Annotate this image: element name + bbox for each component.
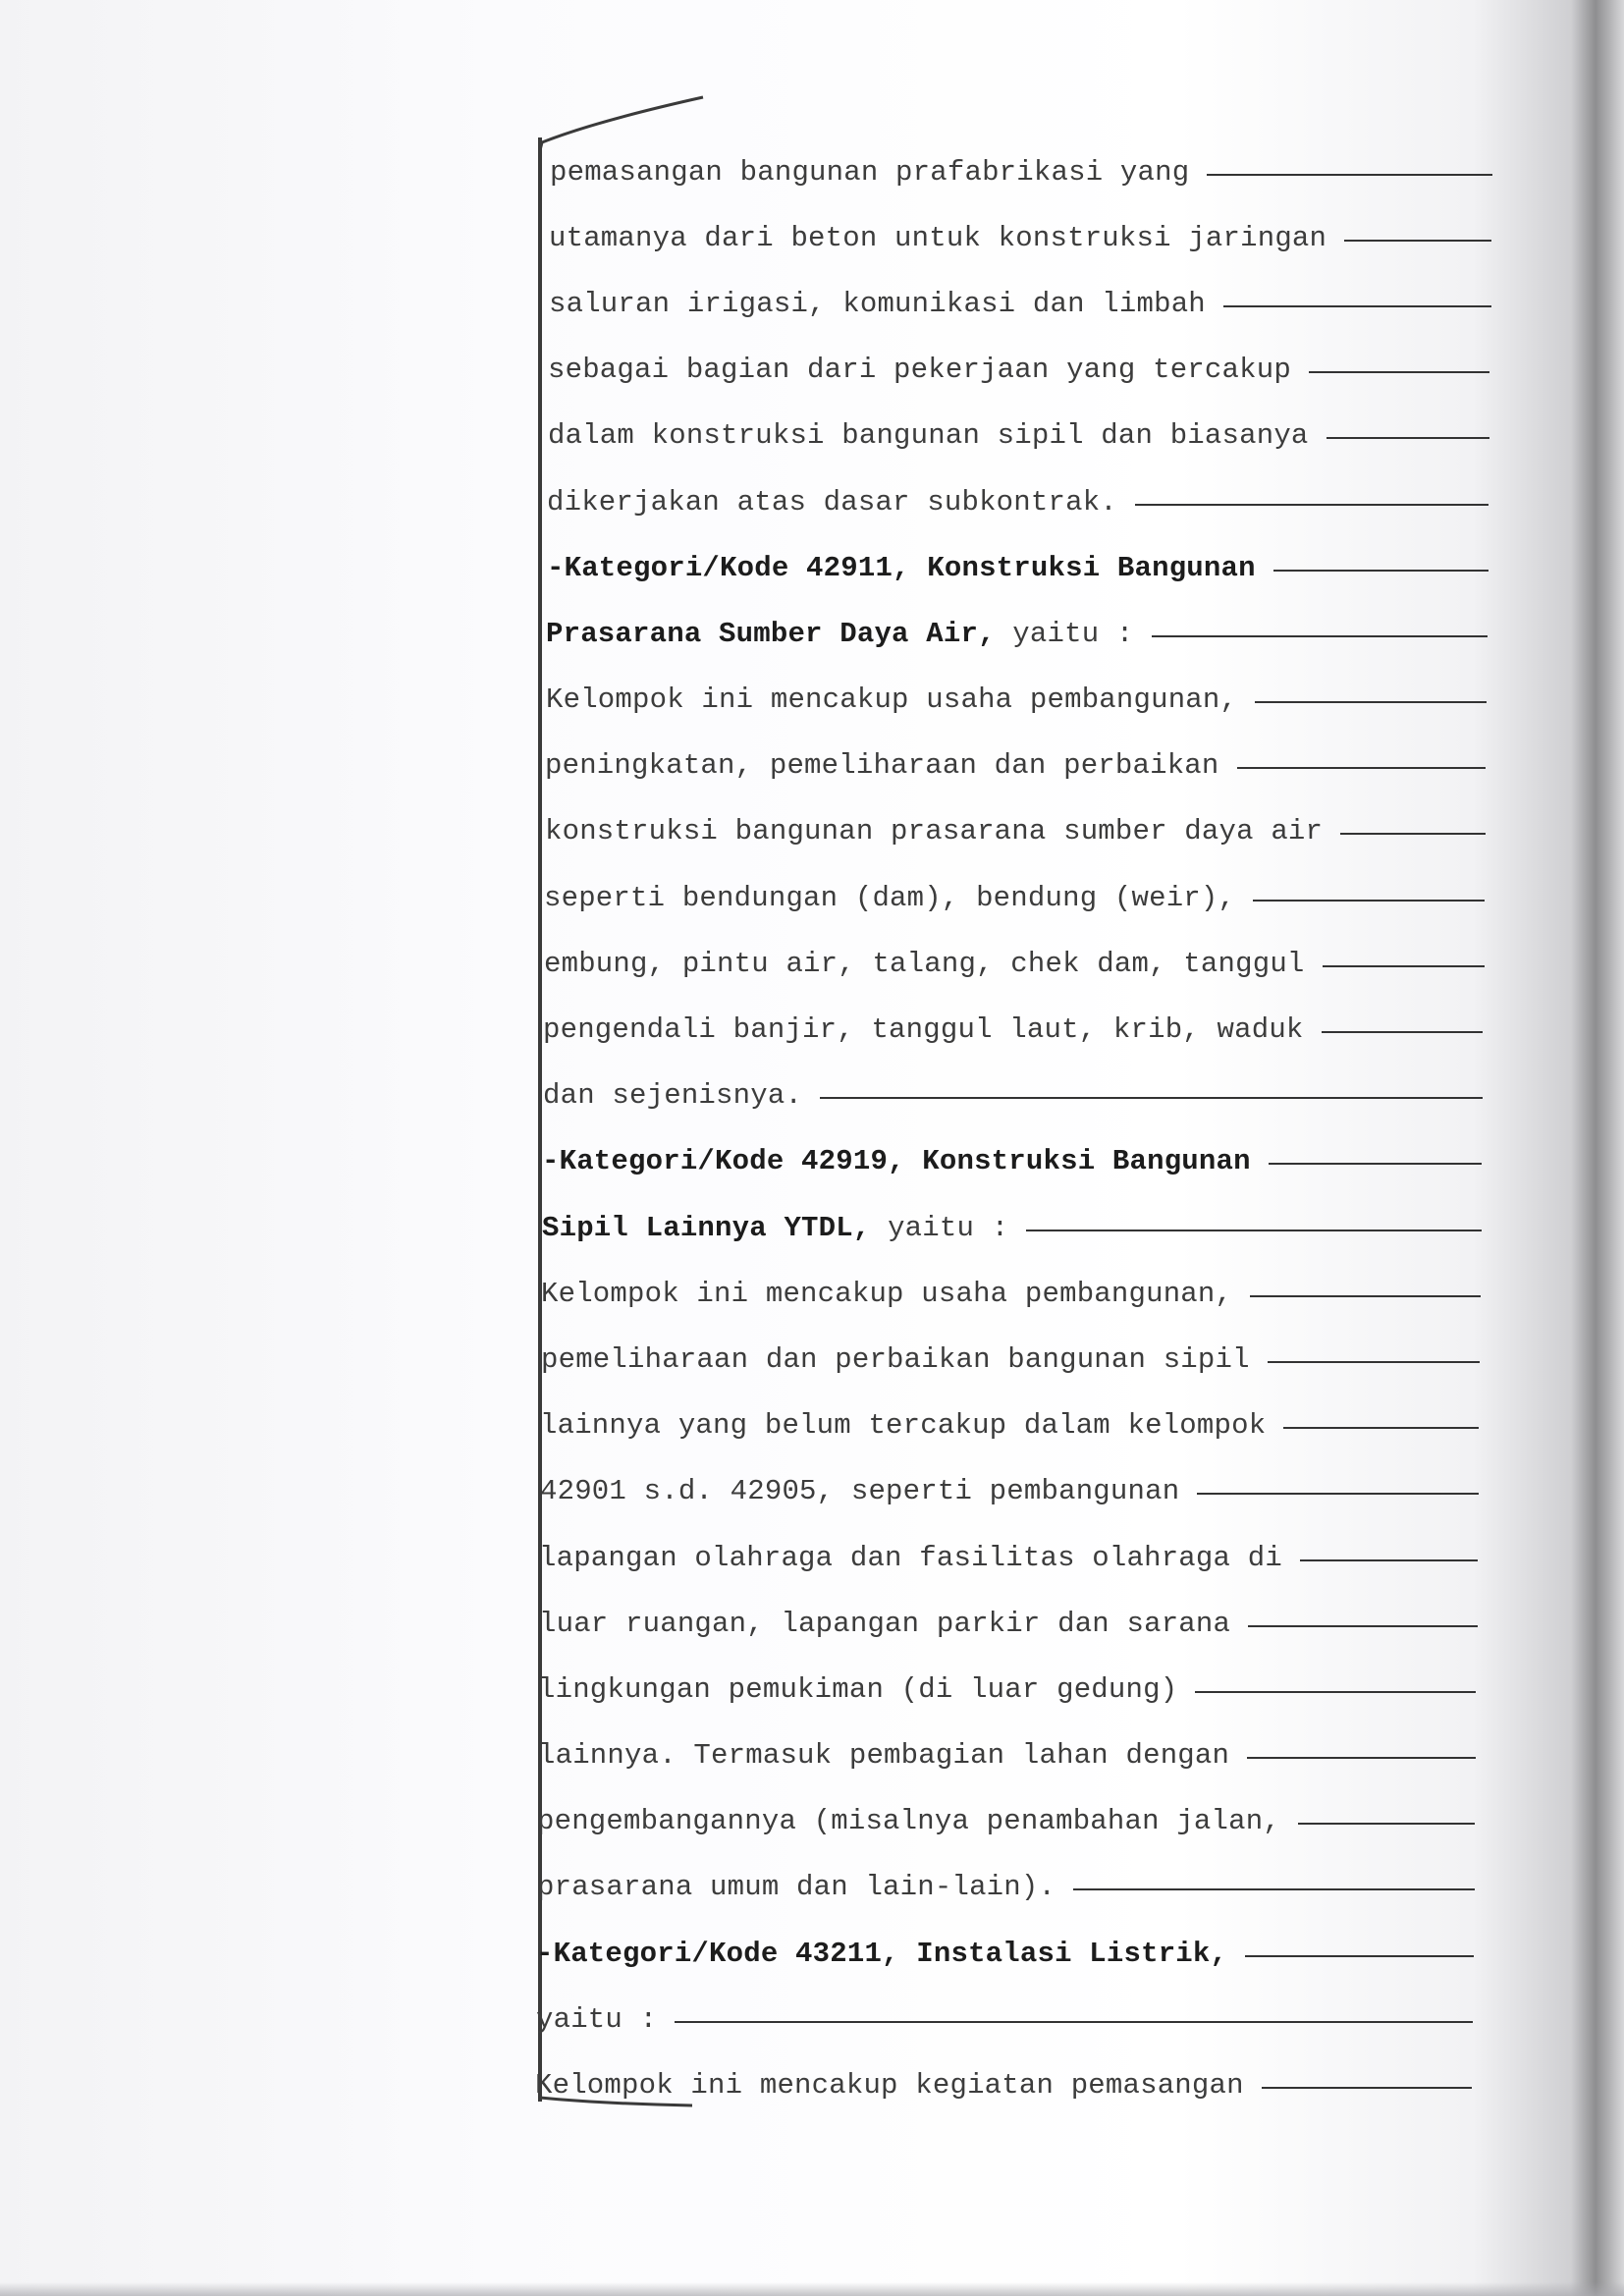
line-main-text: lainnya yang belum tercakup dalam kelompok: [540, 1409, 1267, 1443]
line-text: [547, 475, 1135, 530]
text-line: [541, 1327, 1480, 1393]
line-main-text: konstruksi bangunan prasarana sumber daya air: [545, 815, 1324, 848]
line-text: [544, 871, 1253, 926]
filler-dash-line: [1323, 965, 1485, 967]
filler-dash-line: [1322, 1031, 1483, 1033]
line-text: [543, 1003, 1322, 1058]
text-line: [549, 205, 1491, 271]
text-line: [545, 734, 1486, 799]
line-main-text: embung, pintu air, talang, chek dam, tanggul: [544, 947, 1305, 980]
filler-dash-line: [1207, 174, 1492, 176]
line-main-text: pengembangannya (misalnya penambahan jalan,: [537, 1805, 1280, 1838]
text-line: [541, 1261, 1481, 1327]
line-main-text: dalam konstruksi bangunan sipil dan biasanya: [548, 419, 1309, 453]
filler-dash-line: [820, 1097, 1483, 1099]
text-line: [537, 1789, 1475, 1855]
line-text: [540, 1464, 1197, 1519]
line-text: [541, 1333, 1268, 1388]
text-line: [545, 799, 1486, 865]
heading-line: [542, 1195, 1482, 1261]
line-text: [536, 1927, 1245, 1982]
text-line: [550, 139, 1492, 205]
line-main-text: seperti bendungan (dam), bendung (weir),: [544, 881, 1236, 914]
line-text: [548, 409, 1326, 464]
line-text: [535, 2058, 1262, 2113]
filler-dash-line: [1344, 240, 1491, 242]
line-text: [537, 1794, 1298, 1849]
page-edge-shadow: [0, 2282, 1624, 2296]
line-text: [546, 673, 1255, 728]
text-line: [548, 338, 1489, 404]
line-main-text: Kelompok ini mencakup usaha pembangunan,: [546, 683, 1238, 717]
text-line: [543, 997, 1483, 1063]
line-text: [543, 1068, 820, 1123]
text-line: [535, 2052, 1472, 2118]
filler-dash-line: [1269, 1163, 1482, 1165]
line-main-text: -Kategori/Kode 42919, Konstruksi Bangunan: [542, 1145, 1251, 1178]
line-main-text: pemasangan bangunan prafabrikasi yang: [550, 155, 1190, 189]
text-line: [548, 404, 1489, 469]
text-line: [538, 1723, 1476, 1789]
filler-dash-line: [1300, 1559, 1478, 1561]
filler-dash-line: [1253, 900, 1485, 902]
line-text: [542, 1134, 1269, 1189]
line-text: [538, 1663, 1195, 1718]
heading-line: [546, 601, 1488, 667]
filler-dash-line: [1195, 1691, 1476, 1693]
line-text: [548, 343, 1309, 398]
text-line: [540, 1459, 1479, 1525]
filler-dash-line: [1073, 1888, 1475, 1890]
filler-dash-line: [1223, 305, 1491, 307]
line-suffix-text: yaitu :: [870, 1211, 1009, 1244]
line-text: [549, 211, 1344, 266]
line-main-text: luar ruangan, lapangan parkir dan sarana: [539, 1607, 1231, 1640]
line-text: [550, 145, 1207, 200]
heading-line: [542, 1129, 1482, 1195]
line-main-text: peningkatan, pemeliharaan dan perbaikan: [545, 749, 1219, 783]
line-main-text: Prasarana Sumber Daya Air,: [546, 617, 996, 650]
filler-dash-line: [1247, 1757, 1476, 1759]
text-line: [549, 271, 1491, 337]
filler-dash-line: [1152, 635, 1488, 637]
text-line: [536, 1987, 1473, 2052]
text-line: [539, 1591, 1478, 1657]
line-main-text: dikerjakan atas dasar subkontrak.: [547, 485, 1117, 519]
text-line: [544, 931, 1485, 997]
filler-dash-line: [1340, 833, 1486, 835]
filler-dash-line: [1135, 504, 1489, 506]
filler-dash-line: [1283, 1427, 1479, 1429]
filler-dash-line: [1268, 1361, 1480, 1363]
filler-dash-line: [1262, 2087, 1472, 2089]
line-text: [536, 1993, 675, 2048]
line-main-text: lainnya. Termasuk pembagian lahan dengan: [538, 1739, 1230, 1773]
line-main-text: utamanya dari beton untuk konstruksi jaringan: [549, 221, 1327, 254]
line-main-text: prasarana umum dan lain-lain).: [537, 1871, 1056, 1904]
text-line: [540, 1394, 1479, 1459]
line-text: [537, 1860, 1073, 1915]
filler-dash-line: [1026, 1230, 1482, 1231]
filler-dash-line: [1298, 1823, 1475, 1825]
line-main-text: Kelompok ini mencakup kegiatan pemasangan: [535, 2069, 1244, 2103]
filler-dash-line: [1250, 1295, 1481, 1297]
line-text: [539, 1531, 1300, 1586]
filler-dash-line: [1248, 1625, 1478, 1627]
line-main-text: pemeliharaan dan perbaikan bangunan sipil: [541, 1342, 1250, 1376]
line-text: [540, 1398, 1283, 1453]
filler-dash-line: [675, 2021, 1473, 2023]
filler-dash-line: [1326, 437, 1489, 439]
line-text: [545, 804, 1340, 859]
line-main-text: sebagai bagian dari pekerjaan yang tercakup: [548, 354, 1291, 387]
line-text: [549, 277, 1223, 332]
line-text: [538, 1728, 1247, 1783]
line-text: [546, 607, 1152, 662]
line-main-text: lapangan olahraga dan fasilitas olahraga di: [539, 1541, 1282, 1574]
line-text: [544, 937, 1323, 992]
line-main-text: saluran irigasi, komunikasi dan limbah: [549, 287, 1206, 320]
filler-dash-line: [1197, 1493, 1479, 1495]
filler-dash-line: [1255, 701, 1487, 703]
text-line: [547, 469, 1489, 535]
line-main-text: pengendali banjir, tanggul laut, krib, waduk: [543, 1013, 1304, 1047]
heading-line: [547, 535, 1489, 601]
text-line: [543, 1064, 1483, 1129]
text-line: [546, 668, 1487, 734]
text-line: [544, 865, 1485, 931]
line-main-text: Kelompok ini mencakup usaha pembangunan,: [541, 1277, 1233, 1310]
line-main-text: -Kategori/Kode 43211, Instalasi Listrik,: [536, 1937, 1228, 1970]
line-text: [539, 1597, 1248, 1652]
line-text: [542, 1201, 1026, 1256]
filler-dash-line: [1237, 767, 1486, 769]
filler-dash-line: [1309, 371, 1489, 373]
line-text: [547, 541, 1273, 596]
line-main-text: dan sejenisnya.: [543, 1079, 803, 1113]
line-main-text: -Kategori/Kode 42911, Konstruksi Bangunan: [547, 551, 1256, 584]
line-main-text: yaitu :: [536, 2002, 658, 2036]
line-main-text: lingkungan pemukiman (di luar gedung): [538, 1672, 1178, 1706]
line-suffix-text: yaitu :: [995, 617, 1134, 650]
line-main-text: 42901 s.d. 42905, seperti pembangunan: [540, 1475, 1180, 1508]
line-text: [541, 1267, 1250, 1322]
document-body: [535, 139, 1492, 2119]
filler-dash-line: [1245, 1955, 1474, 1957]
heading-line: [536, 1921, 1474, 1987]
text-line: [538, 1657, 1476, 1722]
text-line: [539, 1525, 1478, 1591]
line-main-text: Sipil Lainnya YTDL,: [542, 1211, 871, 1244]
line-text: [545, 738, 1237, 793]
text-line: [537, 1855, 1475, 1921]
filler-dash-line: [1273, 570, 1489, 572]
